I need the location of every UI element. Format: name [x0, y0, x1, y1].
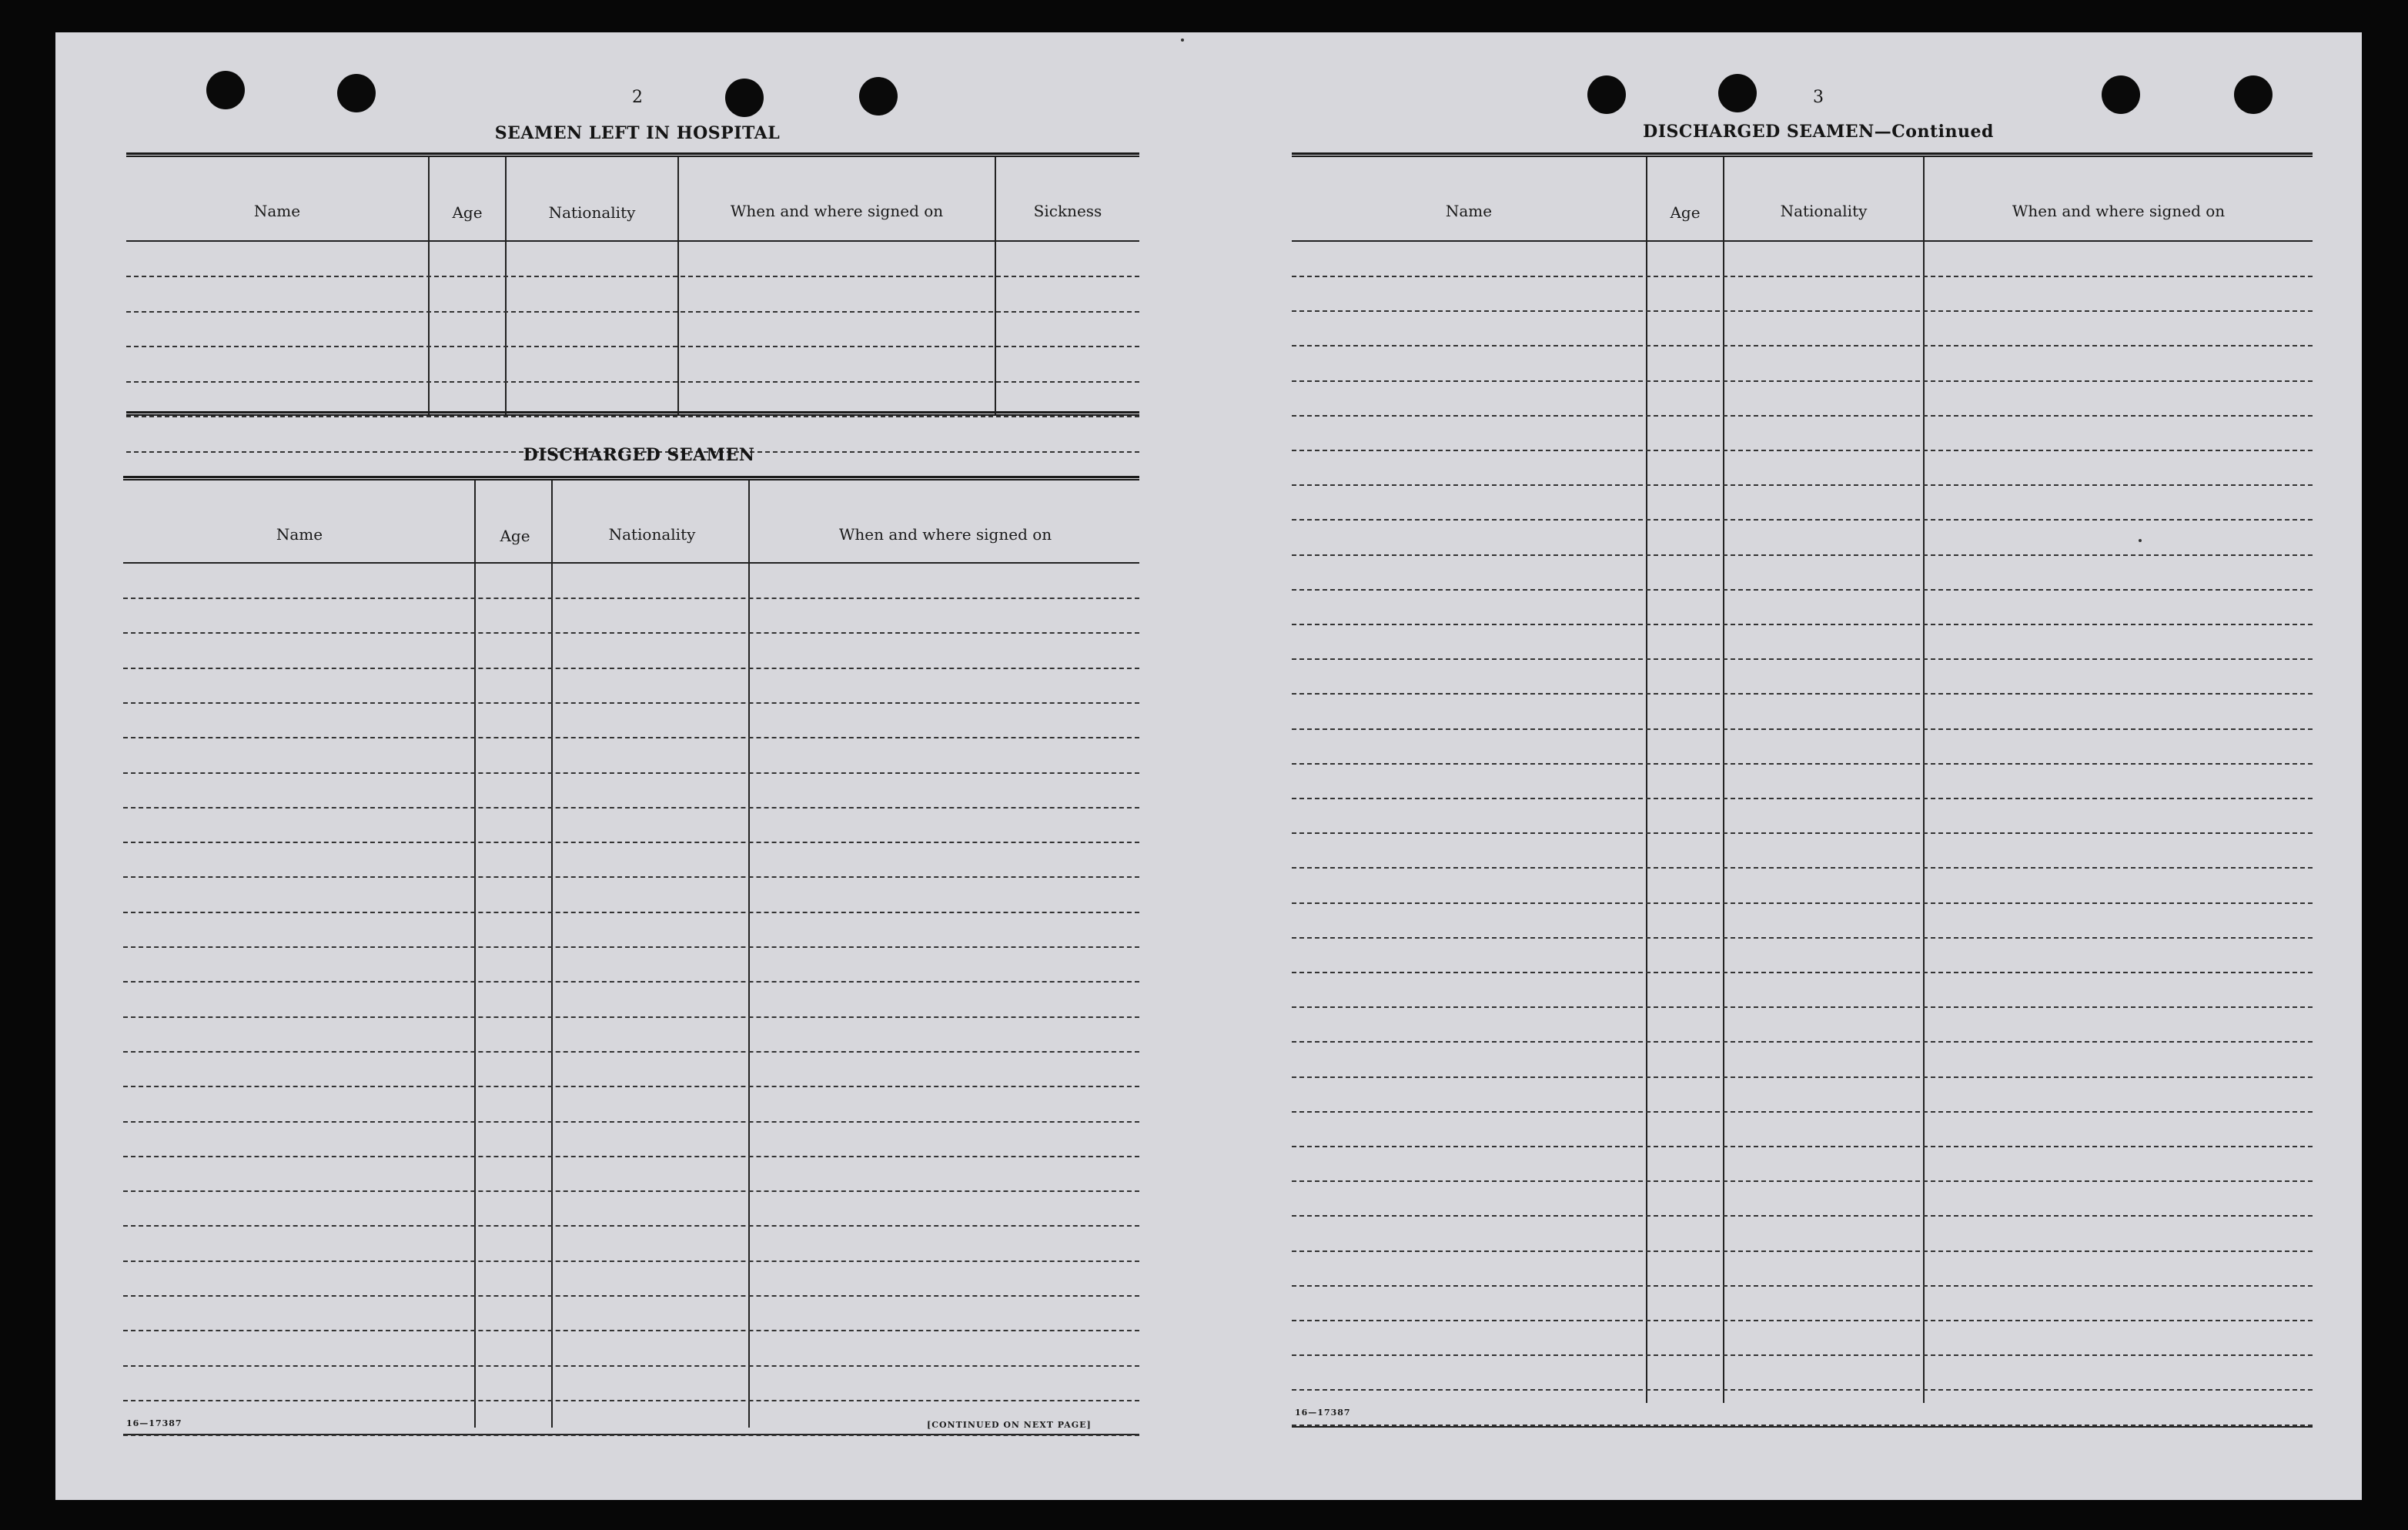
column-header-name: Name: [253, 202, 301, 220]
header-rule: [123, 562, 1139, 564]
form-number-right: 16—17387: [1295, 1408, 1351, 1418]
table-row: [123, 876, 1139, 878]
column-header-nationality: Nationality: [548, 203, 636, 222]
punch-hole: [206, 71, 245, 109]
table-row: [1292, 450, 2313, 451]
page-number-left: 2: [632, 88, 643, 107]
column-header-sickness: Sickness: [1033, 202, 1102, 220]
table-top-rule: [1292, 152, 2313, 157]
discharged-table: [123, 476, 1139, 1446]
table-row: [123, 1225, 1139, 1227]
table-row: [123, 1400, 1139, 1401]
table-row: [1292, 415, 2313, 417]
table-row: [1292, 1076, 2313, 1078]
table-row: [123, 737, 1139, 738]
section-title-discharged-seamen-continued: [1587, 122, 2049, 142]
table-row: [123, 1435, 1139, 1436]
table-bottom-rule: [1292, 1426, 2313, 1428]
table-row: [1292, 658, 2313, 660]
table-row: [1292, 972, 2313, 973]
table-row: [1292, 1320, 2313, 1321]
column-header-when-where-signed-on: When and where signed on: [2012, 202, 2226, 220]
table-row: [123, 1295, 1139, 1297]
table-row: [1292, 1389, 2313, 1391]
column-header-name: Name: [276, 525, 323, 544]
table-row: [123, 946, 1139, 948]
table-row: [1292, 1146, 2313, 1147]
section-title-discharged-seamen: DISCHARGED SEAMEN: [523, 445, 755, 465]
table-row: [123, 772, 1139, 774]
table-row: [123, 1365, 1139, 1367]
table-row: [126, 381, 1139, 383]
table-row: [123, 1016, 1139, 1018]
table-row: [126, 276, 1139, 277]
table-row: [123, 1260, 1139, 1262]
table-row: [123, 632, 1139, 634]
table-top-rule: [126, 152, 1139, 157]
column-header-nationality: Nationality: [1780, 202, 1868, 220]
header-rule: [1292, 240, 2313, 242]
table-row: [123, 1330, 1139, 1331]
open-booklet-sheet: [55, 32, 2362, 1500]
table-row: [1292, 1285, 2313, 1287]
table-row: [123, 981, 1139, 983]
column-divider: [505, 157, 507, 414]
table-row: [123, 598, 1139, 599]
table-row: [126, 311, 1139, 313]
table-row: [123, 668, 1139, 669]
column-header-age: Age: [452, 203, 483, 222]
table-row: [1292, 693, 2313, 695]
section-title-continued-suffix: —Continued: [1874, 122, 1994, 142]
table-row: [1292, 728, 2313, 730]
table-row: [1292, 1425, 2313, 1426]
table-row: [1292, 310, 2313, 312]
column-header-when-where-signed-on: When and where signed on: [730, 202, 944, 220]
table-row: [123, 1156, 1139, 1157]
punch-hole: [859, 77, 898, 116]
page-number-right: 3: [1813, 88, 1824, 107]
column-divider: [474, 480, 476, 1428]
table-row: [1292, 763, 2313, 765]
table-row: [1292, 1006, 2313, 1008]
column-header-nationality: Nationality: [608, 525, 696, 544]
column-header-when-where-signed-on: When and where signed on: [838, 525, 1052, 544]
punch-hole: [1718, 74, 1757, 112]
table-row: [1292, 1354, 2313, 1356]
table-row: [1292, 1215, 2313, 1217]
punch-hole: [1587, 75, 1626, 114]
table-row: [1292, 519, 2313, 521]
table-row: [123, 807, 1139, 809]
punch-hole: [2234, 75, 2273, 114]
table-row: [1292, 380, 2313, 382]
punch-hole: [337, 74, 376, 112]
column-header-age: Age: [500, 527, 530, 545]
table-row: [123, 1190, 1139, 1192]
table-row: [1292, 1250, 2313, 1252]
column-divider: [428, 157, 430, 414]
table-row: [123, 702, 1139, 704]
table-row: [126, 416, 1139, 417]
table-row: [123, 1051, 1139, 1053]
table-row: [1292, 937, 2313, 939]
punch-hole: [2102, 75, 2140, 114]
column-divider: [677, 157, 679, 414]
table-top-rule: [123, 476, 1139, 480]
table-row: [123, 1121, 1139, 1123]
table-row: [123, 1086, 1139, 1087]
table-row: [123, 912, 1139, 913]
table-row: [1292, 902, 2313, 904]
table-row: [1292, 832, 2313, 834]
column-header-name: Name: [1445, 202, 1493, 220]
table-row: [1292, 624, 2313, 625]
hospital-table: [126, 152, 1139, 460]
table-row: [123, 842, 1139, 843]
column-divider: [748, 480, 750, 1428]
table-row: [1292, 798, 2313, 799]
header-rule: [126, 240, 1139, 242]
form-number-left: 16—17387: [126, 1418, 182, 1428]
table-row: [1292, 1111, 2313, 1113]
column-divider: [551, 480, 553, 1428]
table-row: [1292, 1180, 2313, 1182]
section-title-seamen-left-in-hospital: SEAMEN LEFT IN HOSPITAL: [494, 123, 781, 143]
table-row: [1292, 484, 2313, 486]
discharged-continued-table: [1292, 152, 2313, 1431]
continued-on-next-page-note: [CONTINUED ON NEXT PAGE]: [927, 1420, 1092, 1430]
table-row: [1292, 554, 2313, 556]
print-speck: [1181, 39, 1184, 42]
section-title-text: DISCHARGED SEAMEN: [1643, 122, 1875, 142]
table-row: [1292, 589, 2313, 591]
table-row: [1292, 1041, 2313, 1043]
column-header-age: Age: [1670, 203, 1701, 222]
table-row: [1292, 867, 2313, 869]
punch-hole: [725, 79, 764, 117]
column-divider: [995, 157, 996, 414]
table-row: [1292, 276, 2313, 277]
table-row: [1292, 345, 2313, 347]
table-row: [126, 346, 1139, 347]
